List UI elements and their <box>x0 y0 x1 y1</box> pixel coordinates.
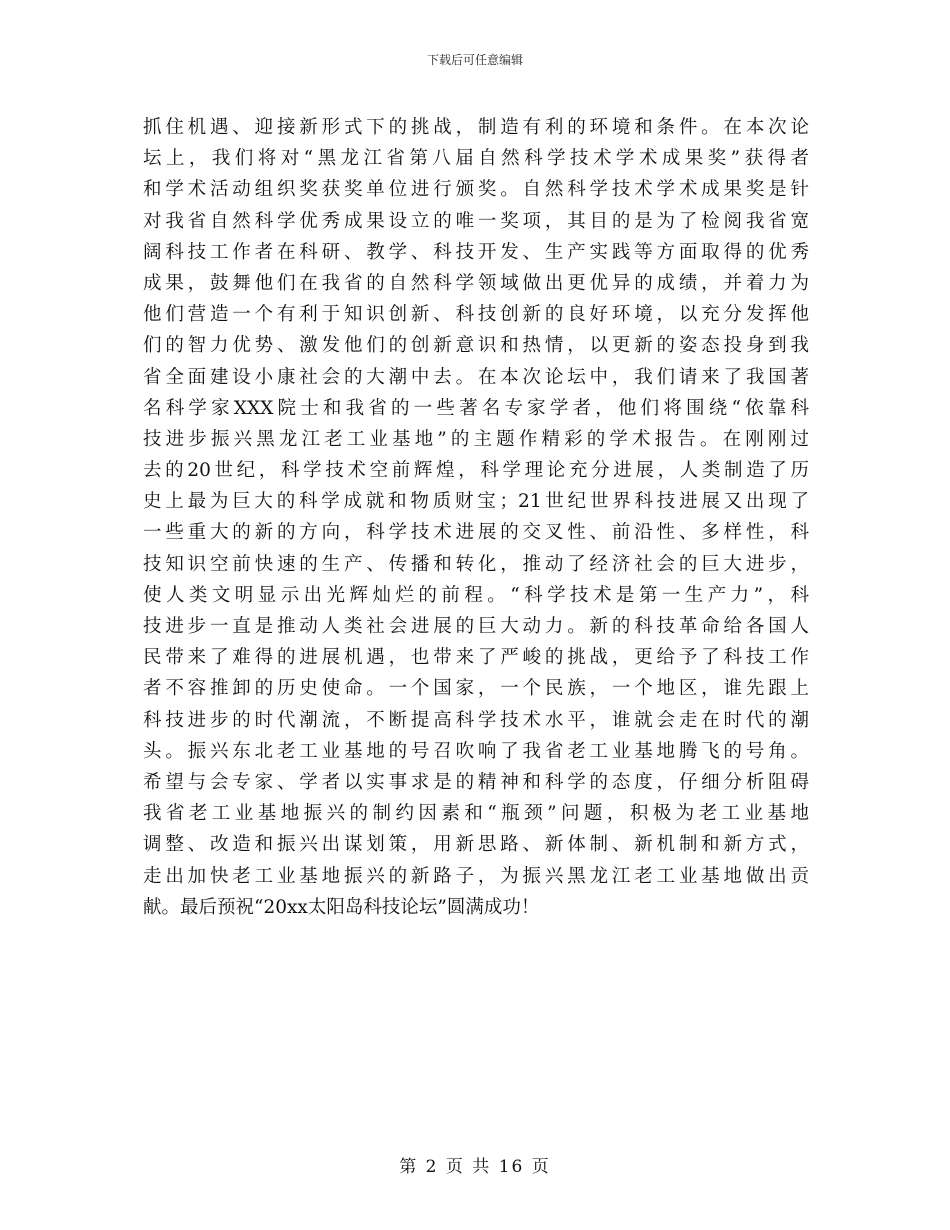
text-line: 史上最为巨大的科学成就和物质财宝；21世纪世界科技进展又出现了 <box>143 491 809 513</box>
text-line: 和学术活动组织奖获奖单位进行颁奖。自然科学技术学术成果奖是针 <box>143 179 809 201</box>
text-line: 们的智力优势、激发他们的创新意识和热情，以更新的姿态投身到我 <box>143 335 809 357</box>
text-line: 献。最后预祝“20xx太阳岛科技论坛”圆满成功！ <box>143 896 540 918</box>
text-line: 技知识空前快速的生产、传播和转化，推动了经济社会的巨大进步， <box>143 553 809 575</box>
text-line: 技进步一直是推动人类社会进展的巨大动力。新的科技革命给各国人 <box>143 616 809 637</box>
text-line: 我省老工业基地振兴的制约因素和“瓶颈”问题，积极为老工业基地 <box>143 803 809 825</box>
text-line: 走出加快老工业基地振兴的新路子，为振兴黑龙江老工业基地做出贡 <box>143 865 809 887</box>
text-line: 对我省自然科学优秀成果设立的唯一奖项，其目的是为了检阅我省宽 <box>143 210 809 232</box>
text-line: 抓住机遇、迎接新形式下的挑战，制造有利的环境和条件。在本次论 <box>143 117 809 138</box>
text-line: 名科学家XXX院士和我省的一些著名专家学者，他们将围绕“依靠科 <box>143 397 809 419</box>
text-line: 阔科技工作者在科研、教学、科技开发、生产实践等方面取得的优秀 <box>143 241 809 263</box>
text-line: 使人类文明显示出光辉灿烂的前程。“科学技术是第一生产力”，科 <box>143 584 809 606</box>
text-line: 坛上，我们将对“黑龙江省第八届自然科学技术学术成果奖”获得者 <box>143 148 809 170</box>
text-line: 省全面建设小康社会的大潮中去。在本次论坛中，我们请来了我国著 <box>143 366 809 388</box>
text-line: 科技进步的时代潮流，不断提高科学技术水平，谁就会走在时代的潮 <box>143 709 809 731</box>
text-line: 他们营造一个有利于知识创新、科技创新的良好环境，以充分发挥他 <box>143 304 809 326</box>
text-line: 希望与会专家、学者以实事求是的精神和科学的态度，仔细分析阻碍 <box>143 771 809 793</box>
page-header: 下载后可任意编辑 <box>426 53 523 67</box>
text-line: 调整、改造和振兴出谋划策，用新思路、新体制、新机制和新方式， <box>143 834 809 856</box>
text-line: 成果，鼓舞他们在我省的自然科学领域做出更优异的成绩，并着力为 <box>143 272 809 294</box>
text-line: 技进步振兴黑龙江老工业基地”的主题作精彩的学术报告。在刚刚过 <box>143 428 809 450</box>
body-paragraph <box>143 112 809 923</box>
page-number: 第 2 页 共 16 页 <box>399 1157 551 1177</box>
text-line: 头。振兴东北老工业基地的号召吹响了我省老工业基地腾飞的号角。 <box>143 740 809 762</box>
text-line: 民带来了难得的进展机遇，也带来了严峻的挑战，更给予了科技工作 <box>143 647 809 669</box>
text-line: 一些重大的新的方向，科学技术进展的交叉性、前沿性、多样性，科 <box>143 522 809 544</box>
text-line: 去的20世纪，科学技术空前辉煌，科学理论充分进展，人类制造了历 <box>143 460 809 482</box>
text-line: 者不容推卸的历史使命。一个国家，一个民族，一个地区，谁先跟上 <box>143 678 809 700</box>
